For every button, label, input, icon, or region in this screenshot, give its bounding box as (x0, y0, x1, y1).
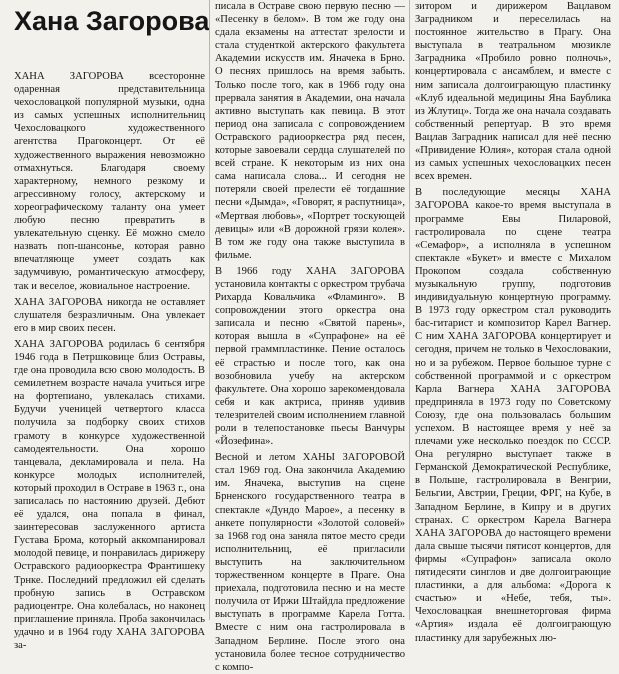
paragraph: ХАНА ЗАГОРОВА всесторонне одаренная представительница чехословацкой популярной музыки, одна из самых успешных исполнительниц Чехословацкого художественного агентства Прагоконцерт. От её художественного выражения невозможно отмахнуться. Благодаря своему характерному, немного резкому и агрессивному голосу, актерскому и хореографическому таланту она умеет любую песню превратить в увлекательную сценку. Её можно смело назвать поп-шансонье, которая равно впечатляюще умеет создать как задумчивую, романтическую атмосферу, так и веселое, жовиальное настроение. (14, 71, 205, 292)
article-title: Хана Загорова (14, 6, 210, 36)
paragraph: зитором и дирижером Вацлавом Заградником и переселилась на постоянное жительство в Прагу. Она выступала в театральном мюзикле Заградника «Пробило ровно полночь», концертировала с ансамблем, и вместе с ним записала долгоиграющую пластинку «Клуб идеальной медицины Яна Баублика из Жлутиц». Тогда же она начала создавать собственный репертуар. В это время Вацлав Заградник написал для неё песню «Привидение Юлия», которая стала одной из самых успешных чехословацких песен всех времен. (415, 1, 611, 183)
paragraph: ХАНА ЗАГОРОВА родилась 6 сентября 1946 года в Петршковице близ Остравы, где она проводила всю свою молодость. В семилетнем возрасте начала учиться игре на фортепиано, увлекалась стихами. Будучи ученицей четвертого класса получила за подборку своих стихов грамоту в конкурсе художественной самодеятельности. Она хорошо танцевала, декламировала и пела. На конкурсе молодых исполнителей, который проходил в Остраве в 1963 г., она записалась по настоянию друзей. Дебют её удался, она попала в финал, заинтересовав заслуженного артиста Густава Брома, который аккомпанировал молодой певице, и понравилась дирижеру Остравского радиооркестра Франтишеку Трнке. Последний предложил ей сделать пробную запись в Остравском радиоцентре. Она колебалась, но наконец приглашение приняла. Проба закончилась удачно и в 1964 году ХАНА ЗАГОРОВА за- (14, 338, 205, 652)
paragraph: ХАНА ЗАГОРОВА никогда не оставляет слушателя безразличным. Она увлекает его в мир своих песен. (14, 296, 205, 334)
column-divider (209, 0, 210, 620)
text-column-3 (415, 0, 611, 644)
paragraph: В последующие месяцы ХАНА ЗАГОРОВА какое-то время выступала в программе Евы Пиларовой, гастролировала по сцене театра «Семафор», а исполняла в успешном спектакле «Букет» и вместе с Михалом Прокопом создала собственную музыкальную группу, подготовив индивидуальную концертную программу. В 1973 году оркестром стал руководить бас-гитарист и композитор Карел Вагнер. С ним ХАНА ЗАГОРОВА концертирует и сегодня, причем не только в Чехословакии, но и за рубежом. Первое большое турне с собственной программой и с оркестром Карла Вагнера ХАНА ЗАГОРОВА предприняла в 1973 году по Советскому Союзу, где она пользовалась большим успехом. В настоящее время у неё за плечами уже несколько поездок по СССР. Она регулярно выступает также в Германской Демократической Республике, в Польше, гастролировала в Венгрии, Бельгии, Австрии, Греции, ФРГ, на Кубе, в Западном Берлине, в Кипру и в других странах. С оркестром Карела Вагнера ХАНА ЗАГОРОВА до настоящего времени дала свыше тысячи пятисот концертов, для фирмы «Супрафон» записала около пятидесяти синглов и две долгоиграющие пластинки, а для альбома: «Дорога к счастью» и «Небе, тебя, ты». Чехословацкая внешнеторговая фирма «Артия» издала её долгоиграющую пластинку для зарубежных лю- (415, 187, 611, 644)
text-column-2 (215, 0, 405, 673)
paragraph: Весной и летом ХАНЫ ЗАГОРОВОЙ стал 1969 год. Она закончила Академию им. Яначека, выступив на сцене Брненского государственного театра в спектакле «Дундо Марое», а песенку в анкете популярности «Золотой соловей» за 1968 год она заняла пятое место среди исполнительниц, её пригласили выступить на заключительном торжественном концерте в Праге. Она приехала, подготовила песню и на месте получила от Иржи Штайдла предложение выступать в программе Карела Готта. Вместе с ним она гастролировала в Западном Берлине. После этого она установила более тесное сотрудничество с компо- (215, 452, 405, 673)
column-divider (409, 0, 410, 620)
text-column-1 (14, 70, 205, 652)
paragraph: писала в Остраве свою первую песню — «Песенку в белом». В том же году она сдала екзамены на аттестат зрелости и стала студенткой актерского факультета Академии искусств им. Яначека в Брно. О песнях пришлось на время забыть. Только после того, как в 1966 году она прервала занятия в Академии, она начала активно выступать как певица. В этот период она записала с сопровождением Остравского радиооркестра ряд песен, которые завоевали сердца слушателей по всей стране. К некоторым из них она сама написала слова... И сегодня не потеряли своей прелести её тогдашние песни «Дымда», «Говорят, я распутница», «Мертвая любовь», «Портрет тоскующей девицы» или «В дорожной грязи колея». В том же году она также выступила в фильме. (215, 1, 405, 261)
paragraph: В 1966 году ХАНА ЗАГОРОВА установила контакты с оркестром трубача Рихарда Ковальчика «Фламинго». В сопровождении этого оркестра она записала и песню «Святой парень», которая вышла в «Супрафоне» на её первой граммпластинке. Пение осталось её страстью и после того, как она возобновила учебу на актерском факультете. Она хорошо зарекомендовала себя и как актриса, приняв удивив телезрителей своим исполнением главной роли в телепостановке пьесы Ванчуры «Йозефина». (215, 265, 405, 448)
